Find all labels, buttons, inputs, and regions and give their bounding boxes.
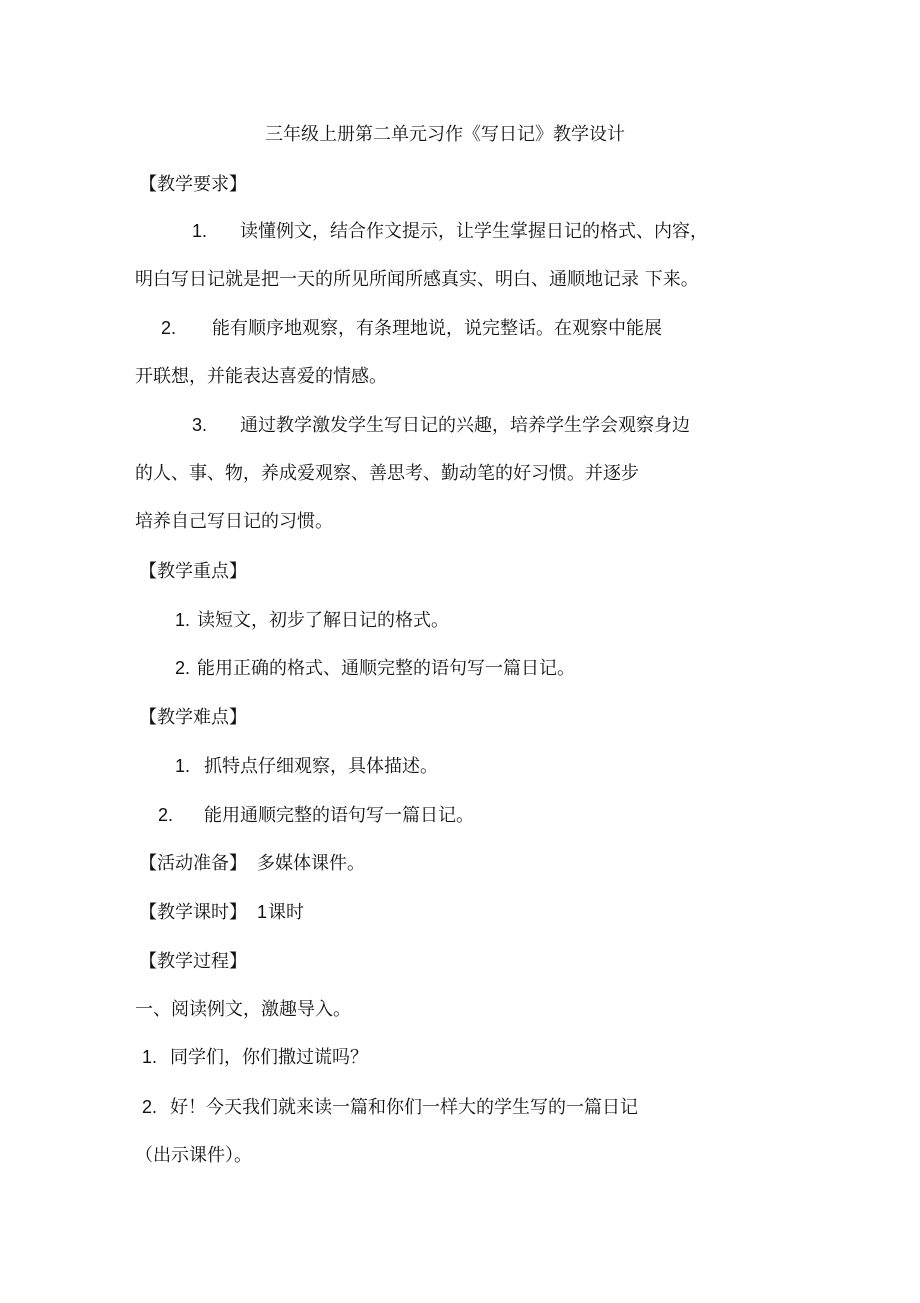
requirement-1-line-1: 读懂例文，结合作文提示，让学生掌握日记的格式、内容， bbox=[240, 221, 708, 242]
list-number: 3. bbox=[192, 415, 208, 435]
process-item-1: 同学们，你们撒过谎吗？ bbox=[170, 1047, 368, 1068]
requirement-2-line-2: 开联想，并能表达喜爱的情感。 bbox=[135, 366, 387, 387]
section-heading-preparation: 【活动准备】 bbox=[139, 853, 247, 874]
class-hours-number: 1 bbox=[257, 902, 268, 922]
list-number: 2. bbox=[175, 658, 191, 678]
requirement-2-line-1: 能有顺序地观察，有条理地说，说完整话。在观察中能展 bbox=[212, 318, 662, 339]
page-title: 三年级上册第二单元习作《写日记》教学设计 bbox=[265, 124, 625, 145]
section-heading-difficulties: 【教学难点】 bbox=[139, 707, 247, 728]
list-number: 1. bbox=[192, 221, 208, 241]
requirement-3-line-2: 的人、事、物，养成爱观察、善思考、勤动笔的好习惯。并逐步 bbox=[135, 463, 639, 484]
section-heading-key-points: 【教学重点】 bbox=[139, 561, 247, 582]
section-heading-process: 【教学过程】 bbox=[139, 951, 247, 972]
difficulty-2: 能用通顺完整的语句写一篇日记。 bbox=[204, 805, 474, 826]
list-number: 1. bbox=[142, 1047, 158, 1067]
section-heading-requirements: 【教学要求】 bbox=[139, 174, 247, 195]
list-number: 2. bbox=[142, 1097, 158, 1117]
section-heading-class-hours: 【教学课时】 bbox=[139, 902, 247, 923]
list-number: 2. bbox=[161, 318, 177, 338]
list-number: 1. bbox=[175, 610, 191, 630]
requirement-1-line-2: 明白写日记就是把一天的所见所闻所感真实、明白、通顺地记录 下来。 bbox=[135, 269, 699, 290]
list-number: 1. bbox=[175, 756, 191, 776]
process-item-2-line-1: 好！今天我们就来读一篇和你们一样大的学生写的一篇日记 bbox=[170, 1097, 638, 1118]
process-item-2-line-2: （出示课件）。 bbox=[135, 1145, 252, 1166]
list-number: 2. bbox=[158, 805, 174, 825]
key-point-1: 读短文，初步了解日记的格式。 bbox=[197, 610, 449, 631]
requirement-3-line-1: 通过教学激发学生写日记的兴趣，培养学生学会观察身边 bbox=[240, 415, 690, 436]
process-section-1: 一、阅读例文，激趣导入。 bbox=[135, 999, 351, 1020]
requirement-3-line-3: 培养自己写日记的习惯。 bbox=[135, 511, 333, 532]
difficulty-1: 抓特点仔细观察，具体描述。 bbox=[204, 756, 438, 777]
key-point-2: 能用正确的格式、通顺完整的语句写一篇日记。 bbox=[197, 658, 575, 679]
preparation-text: 多媒体课件。 bbox=[257, 853, 365, 874]
class-hours-unit: 课时 bbox=[268, 902, 304, 923]
